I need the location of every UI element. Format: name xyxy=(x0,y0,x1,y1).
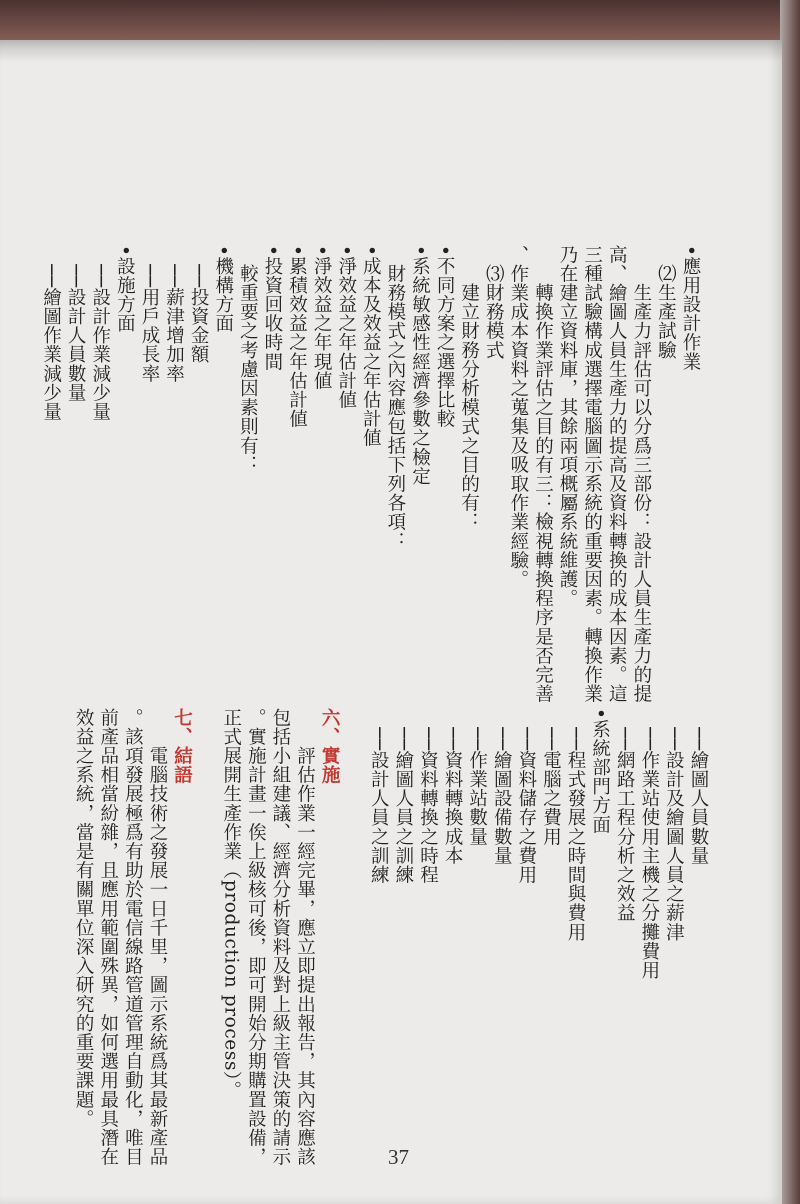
section-heading-conclusion: 七、結語 xyxy=(171,708,193,785)
bullet-item: •成本及效益之年估計値 xyxy=(360,245,382,448)
text-line: 轉換作業評估之目的有三：檢視轉換程序是否完善 xyxy=(532,245,554,704)
section-heading-production-test: ⑵生產試驗 xyxy=(655,245,677,360)
dash-item: ──設計作業減少量 xyxy=(89,245,111,422)
bullet-item: •淨效益之年現値 xyxy=(311,245,333,391)
dash-item: ──資料儲存之費用 xyxy=(515,708,537,885)
text-line: 。該項發展極爲有助於電信線路管道管理自動化，唯目 xyxy=(122,708,144,1167)
dash-item: ──設計人員數量 xyxy=(65,245,87,403)
text-line: 三種試驗構成選擇電腦圖示系統的重要因素。轉換作業 xyxy=(581,245,603,704)
text-line: 、作業成本資料之蒐集及吸取作業經驗。 xyxy=(507,245,529,589)
text-line: 生產力評估可以分爲三部份：設計人員生產力的提 xyxy=(630,245,652,704)
dash-item: ──設計及繪圖人員之薪津 xyxy=(663,708,685,942)
text-line: 評估作業一經完畢，應立即提出報告，其內容應該 xyxy=(294,708,316,1167)
dash-item: ──程式發展之時間與費用 xyxy=(565,708,587,942)
book-spine-edge xyxy=(780,0,800,1204)
spacer-line xyxy=(341,708,366,1118)
text-line: 效益之系統，當是有關單位深入研究的重要課題。 xyxy=(73,708,95,1129)
text-line: 財務模式之內容應包括下列各項： xyxy=(384,245,406,551)
dash-item: ──繪圖人員數量 xyxy=(688,708,709,866)
text-line: 前產品相當紛雜，且應用範圍殊異，如何選用最具潛在 xyxy=(97,708,119,1167)
text-line: 。實施計畫一俟上級核可後，即可開始分期購置設備， xyxy=(245,708,267,1167)
bullet-item: •累積效益之年估計値 xyxy=(286,245,308,429)
dash-item: ──薪津增加率 xyxy=(163,245,185,384)
book-page xyxy=(0,40,782,1204)
text-line: 較重要之考慮因素則有： xyxy=(237,245,259,475)
dash-item: ──設計人員之訓練 xyxy=(368,708,390,885)
dash-item: ──繪圖人員之訓練 xyxy=(392,708,414,885)
bullet-item: •淨效益之年估計値 xyxy=(335,245,357,410)
dash-item: ──作業站使用主機之分攤費用 xyxy=(638,708,660,980)
dash-item: ──資料轉換之時程 xyxy=(417,708,439,885)
text-line: 包括小組建議、經濟分析資料及對上級主管決策的請示 xyxy=(269,708,291,1167)
dash-item: ──網路工程分析之效益 xyxy=(614,708,636,923)
text-line: 乃在建立資料庫，其餘兩項概屬系統維護。 xyxy=(557,245,579,608)
dash-item: ──繪圖作業減少量 xyxy=(40,245,62,422)
bullet-item: •投資回收時間 xyxy=(261,245,283,372)
dash-item: ──作業站數量 xyxy=(466,708,488,847)
section-heading-implementation: 六、實施 xyxy=(319,708,341,785)
text-line: •應用設計作業 xyxy=(680,245,701,372)
upper-text-block xyxy=(38,245,702,704)
text-line: 高、繪圖人員生產力的提高及資料轉換的成本因素。這 xyxy=(606,245,628,704)
text-line: 正式展開生產作業（production process）。 xyxy=(220,708,242,1100)
text-line: 建立財務分析模式之目的有： xyxy=(458,245,480,532)
bullet-item: •系統敏感性經濟參數之檢定 xyxy=(409,245,431,486)
bullet-item: •設施方面 xyxy=(114,245,136,333)
bullet-item: •不同方案之選擇比較 xyxy=(434,245,456,429)
bullet-item: •機構方面 xyxy=(212,245,234,333)
bullet-item: •系統部門方面 xyxy=(589,708,611,835)
dash-item: ──資料轉換成本 xyxy=(442,708,464,866)
dash-item: ──電腦之費用 xyxy=(540,708,562,847)
page-number: 37 xyxy=(388,1145,409,1169)
dash-item: ──繪圖設備數量 xyxy=(491,708,513,866)
dash-item: ──用戶成長率 xyxy=(138,245,160,384)
spacer-line xyxy=(194,708,219,1118)
text-line: 電腦技術之發展一日千里，圖示系統爲其最新產品 xyxy=(146,708,168,1167)
dash-item: ──投資金額 xyxy=(188,245,210,364)
section-heading-financial-model: ⑶財務模式 xyxy=(483,245,505,360)
